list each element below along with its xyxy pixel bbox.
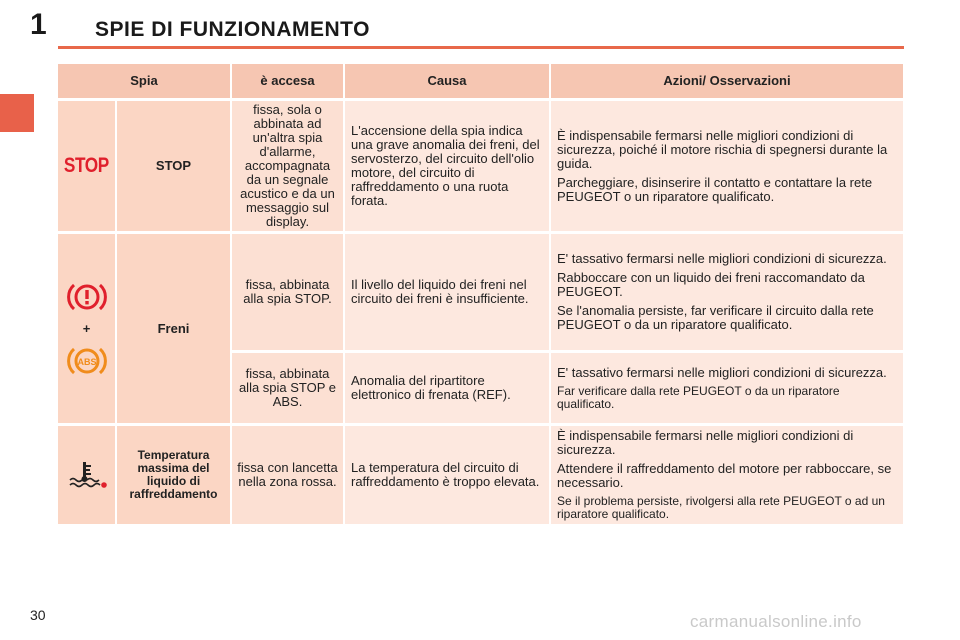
action-text: È indispensabile fermarsi nelle migliori condizioni di sicurezza. [557,428,854,457]
actions-stop [551,101,903,231]
page-number: 30 [30,607,46,623]
warning-name-stop: STOP [117,101,230,231]
action-text: Se il problema persiste, rivolgersi alla rete PEUGEOT o ad un riparatore qualificato. [557,494,885,521]
plus-sign: + [82,320,91,336]
actions-freni-1 [551,234,903,350]
action-text: Attendere il raffreddamento del motore per rabboccare, se necessario. [557,461,892,490]
page-title: SPIE DI FUNZIONAMENTO [95,18,370,41]
cause-freni-2: Anomalia del ripartitore elettronico di frenata (REF). [345,353,549,423]
warning-name-freni: Freni [117,234,230,423]
column-header-causa: Causa [345,64,549,98]
action-text: È indispensabile fermarsi nelle migliori condizioni di sicurezza, poiché il motore rischia di spegnersi durante la guida. [557,127,888,171]
action-text: Parcheggiare, disinserire il contatto e contattare la rete PEUGEOT o un riparatore qualificato. [557,174,873,204]
actions-temperatura [551,426,903,524]
lit-condition-stop: fissa, sola o abbinata ad un'altra spia d'allarme, accompagnata da un segnale acustico e da un messaggio sul display. [232,101,343,231]
action-text: Rabboccare con un liquido dei freni raccomandato da PEUGEOT. [557,270,865,299]
chapter-tab-marker [0,94,34,132]
cause-freni-1: Il livello del liquido dei freni nel circuito dei freni è insufficiente. [345,234,549,350]
action-text: Far verificare dalla rete PEUGEOT o da un riparatore qualificato. [557,383,840,411]
coolant-temperature-icon [66,460,108,490]
action-text: E' tassativo fermarsi nelle migliori condizioni di sicurezza. [557,364,887,380]
chapter-number: 1 [30,8,47,41]
coolant-warning-cell [58,426,115,524]
watermark: carmanualsonline.info [690,612,862,631]
stop-warning-cell [58,101,115,231]
lit-condition-temperatura: fissa con lancetta nella zona rossa. [232,426,343,524]
title-underline [58,46,904,49]
stop-warning-icon: STOP [64,154,109,177]
cause-temperatura: La temperatura del circuito di raffreddamento è troppo elevata. [345,426,549,524]
brake-warning-cell [58,234,115,423]
warning-name-temperatura: Temperatura massima del liquido di raffreddamento [117,426,230,524]
column-header-spia: Spia [58,64,230,98]
brake-exclamation-icon [67,280,107,314]
column-header-azioni: Azioni/ Osservazioni [551,64,903,98]
cause-stop: L'accensione della spia indica una grave anomalia dei freni, del servosterzo, del circuito dell'olio motore, del circuito di raffreddamento o una ruota forata. [345,101,549,231]
abs-icon [67,344,107,378]
column-header-accesa: è accesa [232,64,343,98]
actions-freni-2 [551,353,903,423]
lit-condition-freni-2: fissa, abbinata alla spia STOP e ABS. [232,353,343,423]
action-text: E' tassativo fermarsi nelle migliori condizioni di sicurezza. [557,251,887,266]
lit-condition-freni-1: fissa, abbinata alla spia STOP. [232,234,343,350]
action-text: Se l'anomalia persiste, far verificare il circuito dalla rete PEUGEOT o da un riparatore qualificato. [557,303,874,332]
abs-icon-label: ABS [76,356,97,367]
